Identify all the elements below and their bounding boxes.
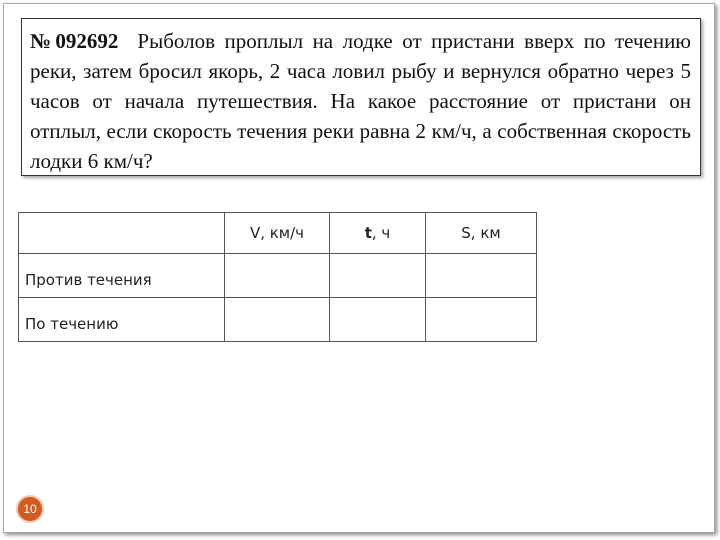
header-time-letter: t — [364, 224, 372, 242]
header-empty-cell — [19, 213, 225, 254]
problem-number: №092692 — [30, 29, 119, 53]
problem-statement: Рыболов проплыл на лодке от пристани вверх по течению реки, затем бросил якорь, 2 часа ловил рыбу и вернулся обратно через 5 часов от начала путешествия. На какое расстояние от пристани он отплыл, если скорость течения реки равна 2 км/ч, а собственная скорость лодки 6 км/ч? — [30, 29, 691, 173]
cell-downstream-velocity — [225, 298, 330, 342]
row-label-downstream: По течению — [19, 298, 225, 342]
header-distance: S, км — [426, 213, 537, 254]
cell-upstream-velocity — [225, 254, 330, 298]
cell-downstream-time — [330, 298, 426, 342]
table-header-row — [19, 213, 537, 254]
header-velocity: V, км/ч — [225, 213, 330, 254]
table-row — [19, 254, 537, 298]
cell-downstream-distance — [426, 298, 537, 342]
problem-box — [21, 18, 701, 176]
header-time-unit: , ч — [371, 224, 391, 242]
table-row — [19, 298, 537, 342]
problem-text — [30, 26, 691, 176]
cell-upstream-time — [330, 254, 426, 298]
header-time — [330, 213, 426, 254]
data-table — [18, 212, 537, 342]
cell-upstream-distance — [426, 254, 537, 298]
page-number-badge: 10 — [16, 495, 44, 523]
row-label-upstream: Против течения — [19, 254, 225, 298]
